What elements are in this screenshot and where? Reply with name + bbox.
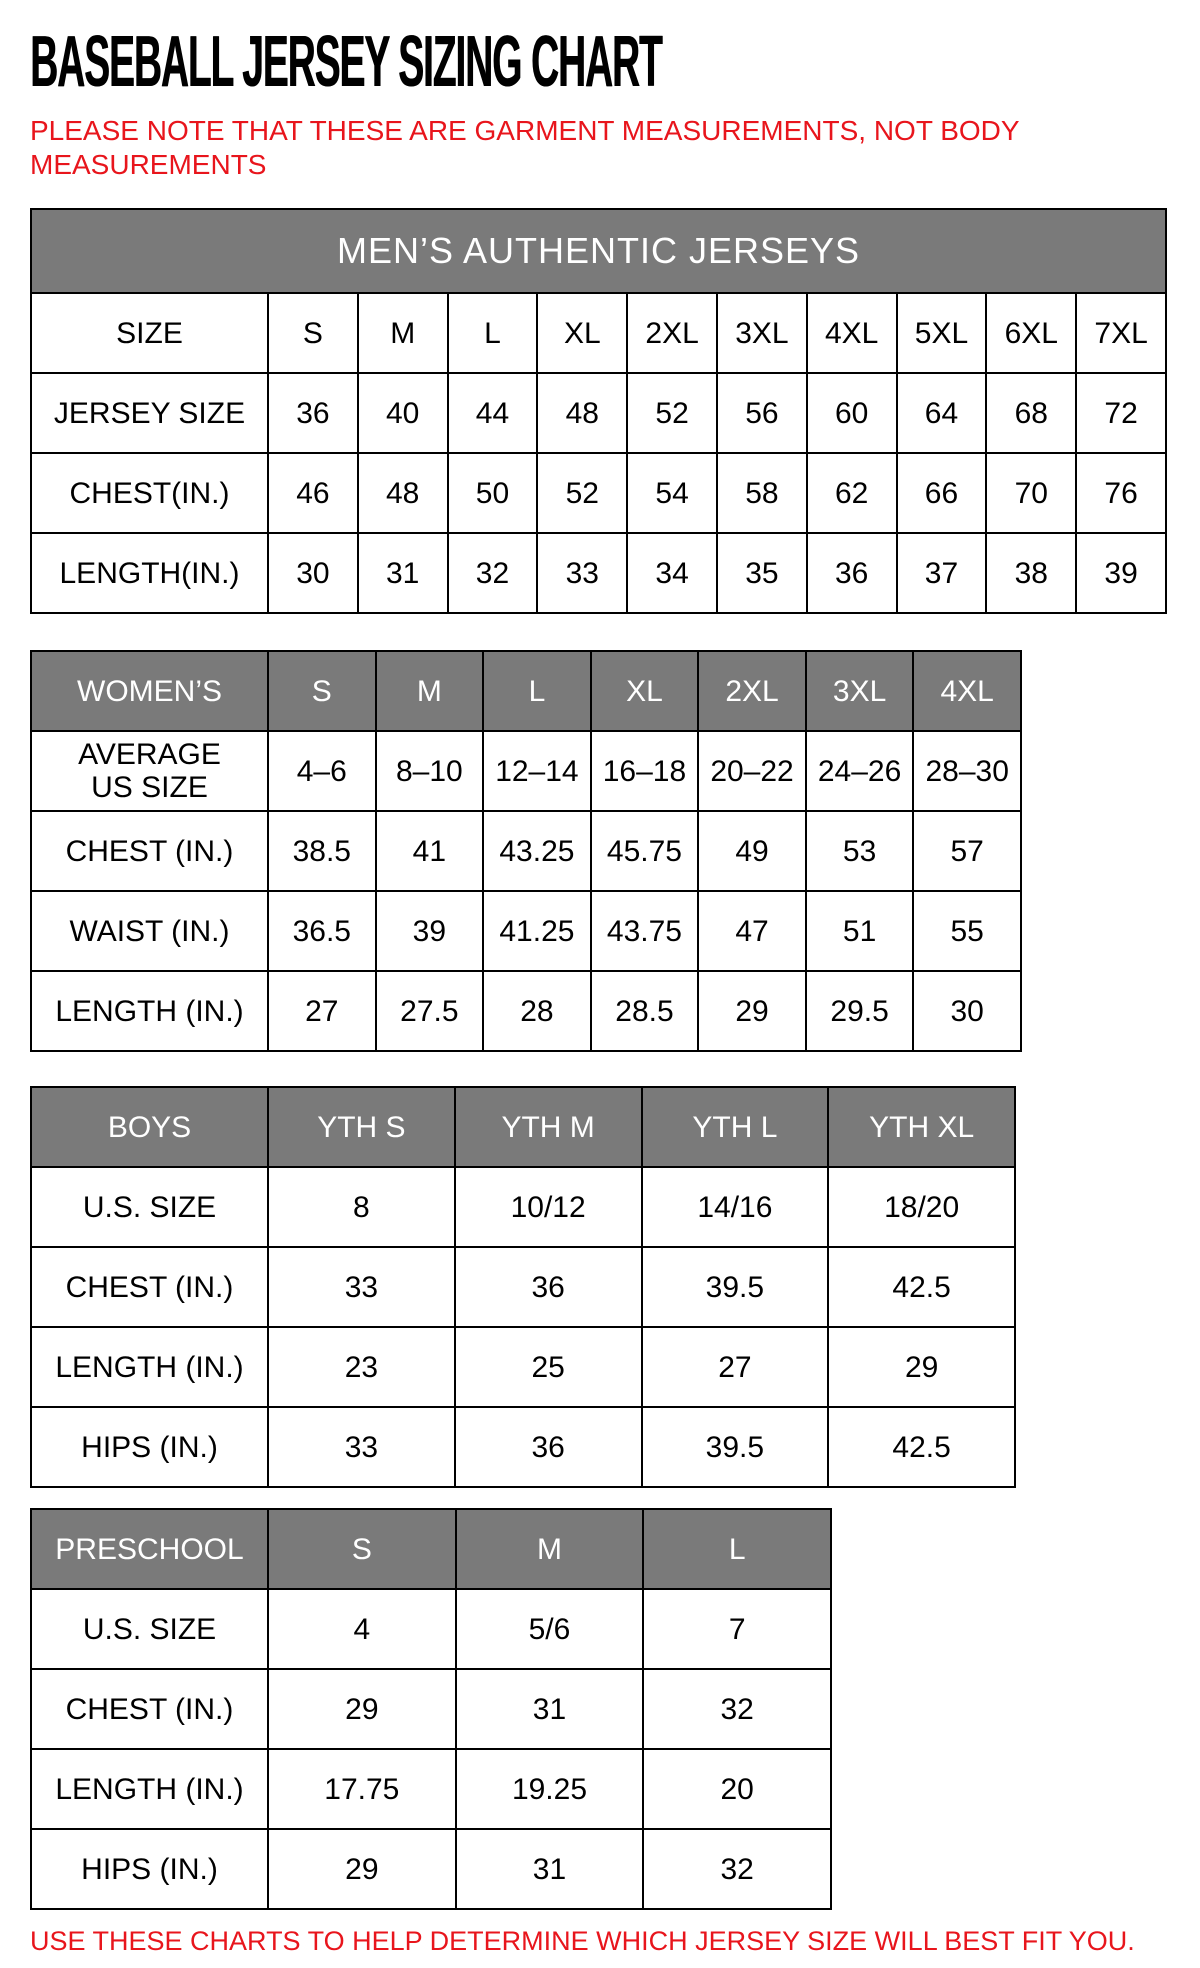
size-value-cell: 41.25 bbox=[483, 891, 591, 971]
table-row bbox=[31, 533, 1166, 613]
size-value-cell: 29.5 bbox=[806, 971, 914, 1051]
mens-sizing-table bbox=[30, 208, 1167, 614]
size-value-cell: 19.25 bbox=[456, 1749, 644, 1829]
size-value-cell: 28 bbox=[483, 971, 591, 1051]
preschool-sizing-table bbox=[30, 1508, 832, 1910]
size-value-cell: 42.5 bbox=[828, 1247, 1015, 1327]
size-value-cell: 58 bbox=[717, 453, 807, 533]
size-value-cell: 39.5 bbox=[642, 1407, 829, 1487]
preschool-table-section bbox=[30, 1508, 1170, 1910]
row-label-cell: U.S. SIZE bbox=[31, 1167, 268, 1247]
mens-table-section bbox=[30, 208, 1170, 614]
column-header-cell: YTH M bbox=[455, 1087, 642, 1167]
table-row bbox=[31, 971, 1021, 1051]
size-value-cell: 48 bbox=[358, 453, 448, 533]
row-label-cell: CHEST (IN.) bbox=[31, 1669, 268, 1749]
column-header-cell: M bbox=[376, 651, 484, 731]
size-value-cell: 34 bbox=[627, 533, 717, 613]
column-header-cell: XL bbox=[591, 651, 699, 731]
table-banner: MEN’S AUTHENTIC JERSEYS bbox=[31, 209, 1166, 293]
table-title-cell: BOYS bbox=[31, 1087, 268, 1167]
column-header-cell: 6XL bbox=[986, 293, 1076, 373]
size-value-cell: 14/16 bbox=[642, 1167, 829, 1247]
table-row bbox=[31, 453, 1166, 533]
table-row bbox=[31, 1247, 1015, 1327]
column-header-cell: M bbox=[358, 293, 448, 373]
size-value-cell: 33 bbox=[268, 1247, 455, 1327]
header-row bbox=[31, 293, 1166, 373]
size-value-cell: 54 bbox=[627, 453, 717, 533]
womens-table-section bbox=[30, 650, 1170, 1052]
row-label-cell: HIPS (IN.) bbox=[31, 1829, 268, 1909]
table-row bbox=[31, 891, 1021, 971]
size-value-cell: 16–18 bbox=[591, 731, 699, 811]
size-value-cell: 70 bbox=[986, 453, 1076, 533]
size-value-cell: 38.5 bbox=[268, 811, 376, 891]
banner-row bbox=[31, 209, 1166, 293]
size-value-cell: 44 bbox=[448, 373, 538, 453]
table-row bbox=[31, 1829, 831, 1909]
size-value-cell: 30 bbox=[268, 533, 358, 613]
size-value-cell: 27.5 bbox=[376, 971, 484, 1051]
row-label-cell: WAIST (IN.) bbox=[31, 891, 268, 971]
table-row bbox=[31, 1327, 1015, 1407]
size-value-cell: 46 bbox=[268, 453, 358, 533]
size-value-cell: 56 bbox=[717, 373, 807, 453]
row-label-cell: JERSEY SIZE bbox=[31, 373, 268, 453]
size-value-cell: 41 bbox=[376, 811, 484, 891]
column-header-cell: 5XL bbox=[897, 293, 987, 373]
size-value-cell: 50 bbox=[448, 453, 538, 533]
column-header-cell: YTH S bbox=[268, 1087, 455, 1167]
size-value-cell: 45.75 bbox=[591, 811, 699, 891]
size-value-cell: 31 bbox=[456, 1669, 644, 1749]
column-header-cell: 4XL bbox=[913, 651, 1021, 731]
size-value-cell: 36.5 bbox=[268, 891, 376, 971]
column-header-cell: L bbox=[643, 1509, 831, 1589]
size-value-cell: 43.75 bbox=[591, 891, 699, 971]
size-value-cell: 24–26 bbox=[806, 731, 914, 811]
size-value-cell: 36 bbox=[455, 1407, 642, 1487]
size-value-cell: 29 bbox=[828, 1327, 1015, 1407]
size-value-cell: 48 bbox=[537, 373, 627, 453]
column-header-cell: 4XL bbox=[807, 293, 897, 373]
table-title-cell: SIZE bbox=[31, 293, 268, 373]
table-row bbox=[31, 1589, 831, 1669]
size-value-cell: 39.5 bbox=[642, 1247, 829, 1327]
size-value-cell: 28–30 bbox=[913, 731, 1021, 811]
size-value-cell: 20 bbox=[643, 1749, 831, 1829]
size-value-cell: 37 bbox=[897, 533, 987, 613]
table-row bbox=[31, 731, 1021, 811]
size-value-cell: 30 bbox=[913, 971, 1021, 1051]
row-label-cell: HIPS (IN.) bbox=[31, 1407, 268, 1487]
row-label-cell: CHEST(IN.) bbox=[31, 453, 268, 533]
size-value-cell: 47 bbox=[698, 891, 806, 971]
size-value-cell: 49 bbox=[698, 811, 806, 891]
table-row bbox=[31, 811, 1021, 891]
size-value-cell: 29 bbox=[268, 1669, 456, 1749]
size-value-cell: 52 bbox=[537, 453, 627, 533]
row-label-cell: AVERAGE US SIZE bbox=[31, 731, 268, 811]
size-value-cell: 40 bbox=[358, 373, 448, 453]
boys-table-section bbox=[30, 1086, 1170, 1488]
size-value-cell: 39 bbox=[376, 891, 484, 971]
size-value-cell: 25 bbox=[455, 1327, 642, 1407]
size-value-cell: 29 bbox=[698, 971, 806, 1051]
column-header-cell: L bbox=[483, 651, 591, 731]
column-header-cell: 3XL bbox=[717, 293, 807, 373]
size-value-cell: 60 bbox=[807, 373, 897, 453]
row-label-cell: U.S. SIZE bbox=[31, 1589, 268, 1669]
size-value-cell: 27 bbox=[268, 971, 376, 1051]
size-value-cell: 42.5 bbox=[828, 1407, 1015, 1487]
size-value-cell: 66 bbox=[897, 453, 987, 533]
size-value-cell: 29 bbox=[268, 1829, 456, 1909]
table-row bbox=[31, 373, 1166, 453]
table-title-cell: WOMEN’S bbox=[31, 651, 268, 731]
size-value-cell: 32 bbox=[643, 1829, 831, 1909]
header-row bbox=[31, 651, 1021, 731]
size-value-cell: 76 bbox=[1076, 453, 1166, 533]
size-value-cell: 23 bbox=[268, 1327, 455, 1407]
size-value-cell: 32 bbox=[643, 1669, 831, 1749]
column-header-cell: 2XL bbox=[627, 293, 717, 373]
header-row bbox=[31, 1509, 831, 1589]
size-value-cell: 12–14 bbox=[483, 731, 591, 811]
column-header-cell: S bbox=[268, 1509, 456, 1589]
table-row bbox=[31, 1749, 831, 1829]
table-row bbox=[31, 1669, 831, 1749]
size-value-cell: 4 bbox=[268, 1589, 456, 1669]
size-value-cell: 8–10 bbox=[376, 731, 484, 811]
garment-measurements-note: PLEASE NOTE THAT THESE ARE GARMENT MEASUREMENTS, NOT BODY MEASUREMENTS bbox=[30, 115, 1020, 181]
size-value-cell: 33 bbox=[268, 1407, 455, 1487]
size-value-cell: 55 bbox=[913, 891, 1021, 971]
header-row bbox=[31, 1087, 1015, 1167]
size-value-cell: 68 bbox=[986, 373, 1076, 453]
size-value-cell: 31 bbox=[358, 533, 448, 613]
column-header-cell: YTH L bbox=[642, 1087, 829, 1167]
size-value-cell: 36 bbox=[807, 533, 897, 613]
table-title-cell: PRESCHOOL bbox=[31, 1509, 268, 1589]
size-value-cell: 53 bbox=[806, 811, 914, 891]
size-value-cell: 4–6 bbox=[268, 731, 376, 811]
size-value-cell: 43.25 bbox=[483, 811, 591, 891]
column-header-cell: 7XL bbox=[1076, 293, 1166, 373]
boys-sizing-table bbox=[30, 1086, 1016, 1488]
column-header-cell: S bbox=[268, 651, 376, 731]
row-label-cell: LENGTH(IN.) bbox=[31, 533, 268, 613]
column-header-cell: L bbox=[448, 293, 538, 373]
table-row bbox=[31, 1167, 1015, 1247]
table-row bbox=[31, 1407, 1015, 1487]
size-value-cell: 72 bbox=[1076, 373, 1166, 453]
size-value-cell: 36 bbox=[455, 1247, 642, 1327]
size-value-cell: 39 bbox=[1076, 533, 1166, 613]
size-value-cell: 36 bbox=[268, 373, 358, 453]
row-label-cell: CHEST (IN.) bbox=[31, 1247, 268, 1327]
row-label-cell: LENGTH (IN.) bbox=[31, 1327, 268, 1407]
size-value-cell: 7 bbox=[643, 1589, 831, 1669]
size-value-cell: 64 bbox=[897, 373, 987, 453]
page-title: BASEBALL JERSEY SIZING CHART bbox=[30, 22, 662, 102]
size-value-cell: 10/12 bbox=[455, 1167, 642, 1247]
column-header-cell: 2XL bbox=[698, 651, 806, 731]
size-value-cell: 27 bbox=[642, 1327, 829, 1407]
size-value-cell: 35 bbox=[717, 533, 807, 613]
column-header-cell: XL bbox=[537, 293, 627, 373]
size-value-cell: 62 bbox=[807, 453, 897, 533]
sizing-chart-page bbox=[0, 22, 1200, 1957]
size-value-cell: 20–22 bbox=[698, 731, 806, 811]
size-value-cell: 38 bbox=[986, 533, 1076, 613]
size-value-cell: 28.5 bbox=[591, 971, 699, 1051]
size-value-cell: 5/6 bbox=[456, 1589, 644, 1669]
womens-sizing-table bbox=[30, 650, 1022, 1052]
size-value-cell: 8 bbox=[268, 1167, 455, 1247]
column-header-cell: 3XL bbox=[806, 651, 914, 731]
row-label-cell: CHEST (IN.) bbox=[31, 811, 268, 891]
size-value-cell: 51 bbox=[806, 891, 914, 971]
size-value-cell: 52 bbox=[627, 373, 717, 453]
size-value-cell: 57 bbox=[913, 811, 1021, 891]
row-label-cell: LENGTH (IN.) bbox=[31, 1749, 268, 1829]
size-value-cell: 32 bbox=[448, 533, 538, 613]
row-label-cell: LENGTH (IN.) bbox=[31, 971, 268, 1051]
size-value-cell: 18/20 bbox=[828, 1167, 1015, 1247]
size-value-cell: 31 bbox=[456, 1829, 644, 1909]
size-value-cell: 17.75 bbox=[268, 1749, 456, 1829]
column-header-cell: S bbox=[268, 293, 358, 373]
size-value-cell: 33 bbox=[537, 533, 627, 613]
column-header-cell: M bbox=[456, 1509, 644, 1589]
column-header-cell: YTH XL bbox=[828, 1087, 1015, 1167]
fit-guidance-footer: USE THESE CHARTS TO HELP DETERMINE WHICH JERSEY SIZE WILL BEST FIT YOU. bbox=[30, 1926, 1135, 1957]
